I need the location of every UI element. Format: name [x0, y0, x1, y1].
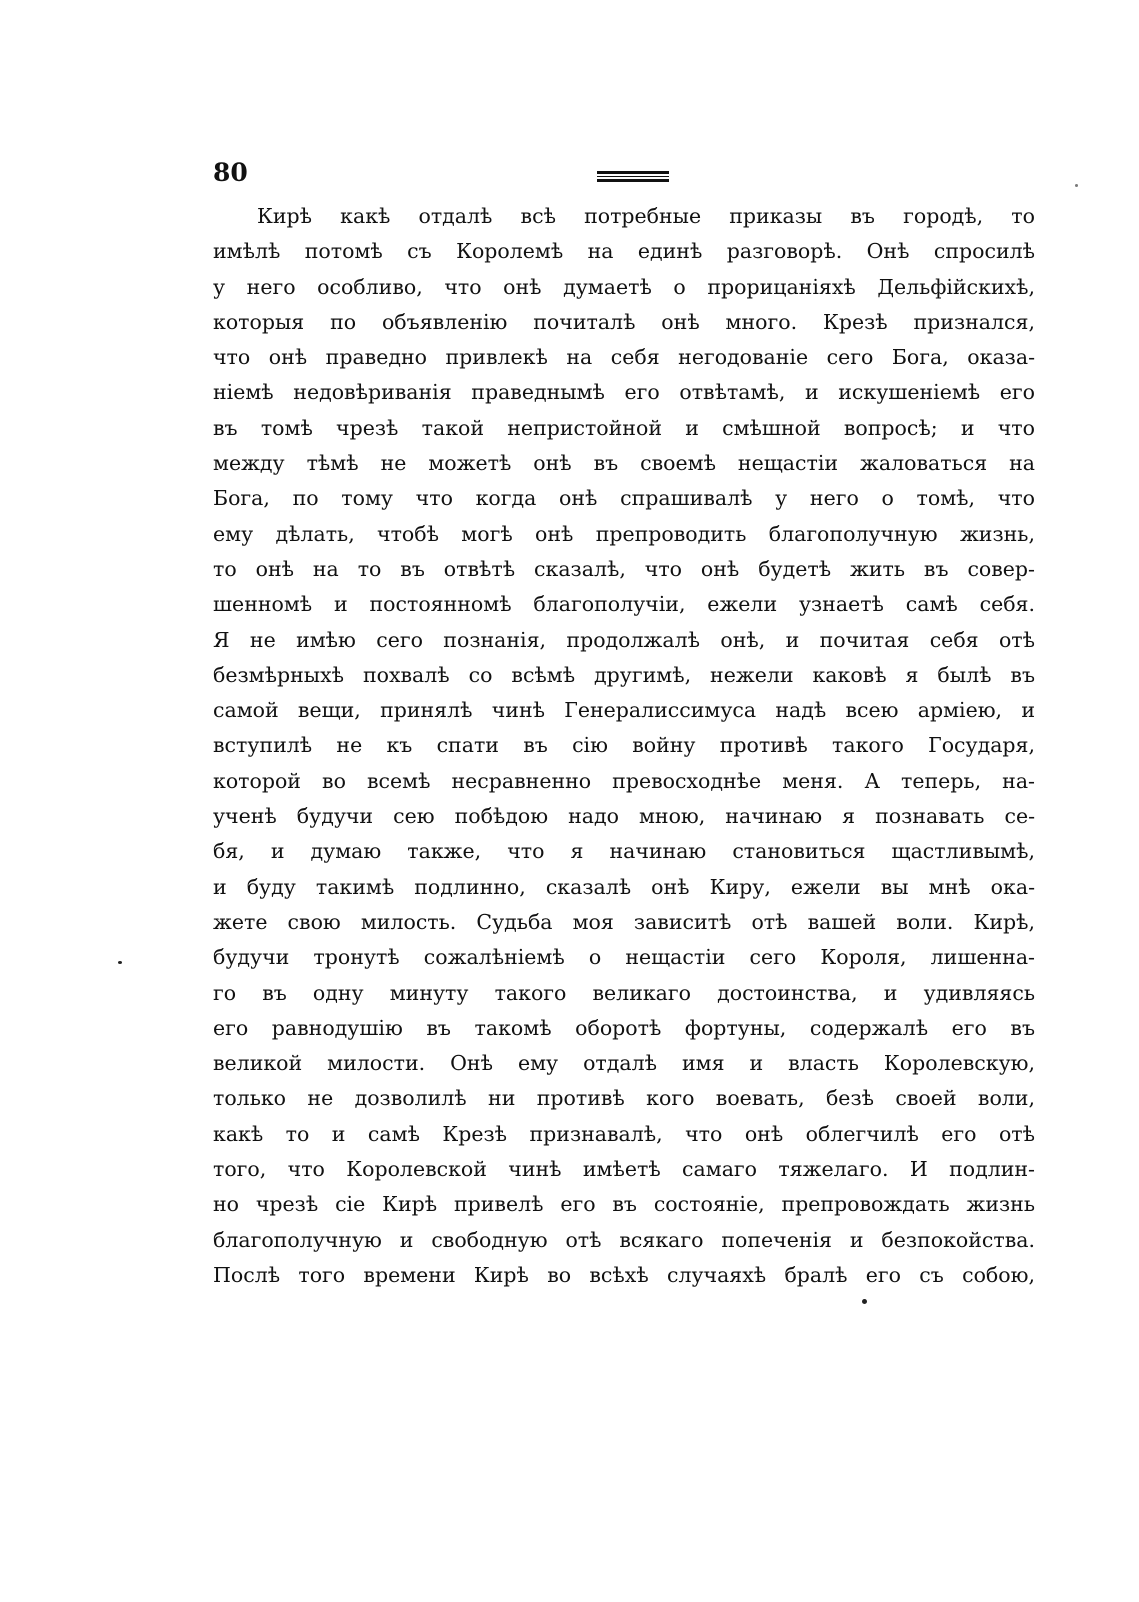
text-line: вступилѣ не къ спати въ сiю войну противѣ такого Государя,: [213, 733, 1035, 758]
text-line: безмѣрныхѣ похвалѣ со всѣмѣ другимѣ, нежели каковѣ я былѣ въ: [213, 662, 1035, 687]
header-ornament-rule: [597, 171, 669, 185]
text-line: будучи тронутѣ сожалѣнiемѣ о нещастiи сего Короля, лишенна-: [213, 945, 1035, 970]
text-line: великой милости. Онѣ ему отдалѣ имя и власть Королевскую,: [213, 1051, 1035, 1076]
text-line: имѣлѣ потомѣ съ Королемѣ на единѣ разговорѣ. Онѣ спросилѣ: [213, 239, 1035, 264]
text-line: то онѣ на то въ отвѣтѣ сказалѣ, что онѣ будетѣ жить въ совер-: [213, 556, 1035, 581]
text-line: самой вещи, принялѣ чинѣ Генералиссимуса надѣ всею армiею, и: [213, 698, 1035, 723]
text-line: его равнодушiю въ такомѣ оборотѣ фортуны, содержалѣ его въ: [213, 1015, 1035, 1040]
text-line: которой во всемѣ несравненно превосходнѣе меня. А теперь, на-: [213, 768, 1035, 793]
print-speck: [118, 961, 122, 964]
text-line: но чрезѣ сiе Кирѣ привелѣ его въ состоянiе, препровождать жизнь: [213, 1192, 1035, 1217]
text-line: между тѣмѣ не можетѣ онѣ въ своемѣ нещастiи жаловаться на: [213, 451, 1035, 476]
text-line: того, что Королевской чинѣ имѣетѣ самаго тяжелаго. И подлин-: [213, 1157, 1035, 1182]
text-line: нiемѣ недовѣриванiя праведнымѣ его отвѣтамѣ, и искушенiемѣ его: [213, 380, 1035, 405]
text-line: бя, и думаю также, что я начинаю становиться щастливымѣ,: [213, 839, 1035, 864]
text-line: го въ одну минуту такого великаго достоинства, и удивляясь: [213, 980, 1035, 1005]
text-line: что онѣ праведно привлекѣ на себя негодованiе сего Бога, оказа-: [213, 345, 1035, 370]
text-line: ученѣ будучи сею побѣдою надо мною, начинаю я познавать се-: [213, 804, 1035, 829]
text-line: Кирѣ какѣ отдалѣ всѣ потребные приказы въ городѣ, то: [257, 204, 1035, 228]
text-line: жете свою милость. Судьба моя зависитѣ отѣ вашей воли. Кирѣ,: [213, 909, 1035, 934]
text-line: и буду такимѣ подлинно, сказалѣ онѣ Киру, ежели вы мнѣ ока-: [213, 874, 1035, 899]
text-line: какѣ то и самѣ Крезѣ признавалѣ, что онѣ облегчилѣ его отѣ: [213, 1121, 1035, 1146]
print-speck: [862, 1299, 867, 1304]
text-line: въ томѣ чрезѣ такой непристойной и смѣшной вопросѣ; и что: [213, 415, 1035, 440]
print-speck: [1075, 184, 1078, 187]
text-line: только не дозволилѣ ни противѣ кого воевать, безѣ своей воли,: [213, 1086, 1035, 1111]
text-line: которыя по объявленiю почиталѣ онѣ много. Крезѣ признался,: [213, 309, 1035, 334]
text-line: благополучную и свободную отѣ всякаго попеченiя и безпокойства.: [213, 1227, 1035, 1252]
text-line: шенномѣ и постоянномѣ благополучiи, ежели узнаетѣ самѣ себя.: [213, 592, 1035, 617]
text-line: у него особливо, что онѣ думаетѣ о прорицанiяхѣ Дельфiйскихѣ,: [213, 274, 1035, 299]
text-line: Послѣ того времени Кирѣ во всѣхѣ случаяхѣ бралѣ его съ собою,: [213, 1262, 1035, 1287]
body-text: [213, 199, 1035, 1293]
text-line: ему дѣлать, чтобѣ могѣ онѣ препроводить благополучную жизнь,: [213, 521, 1035, 546]
text-line: Бога, по тому что когда онѣ спрашивалѣ у него о томѣ, что: [213, 486, 1035, 511]
text-line: Я не имѣю сего познанiя, продолжалѣ онѣ, и почитая себя отѣ: [213, 627, 1035, 652]
page-number: 80: [213, 158, 248, 187]
